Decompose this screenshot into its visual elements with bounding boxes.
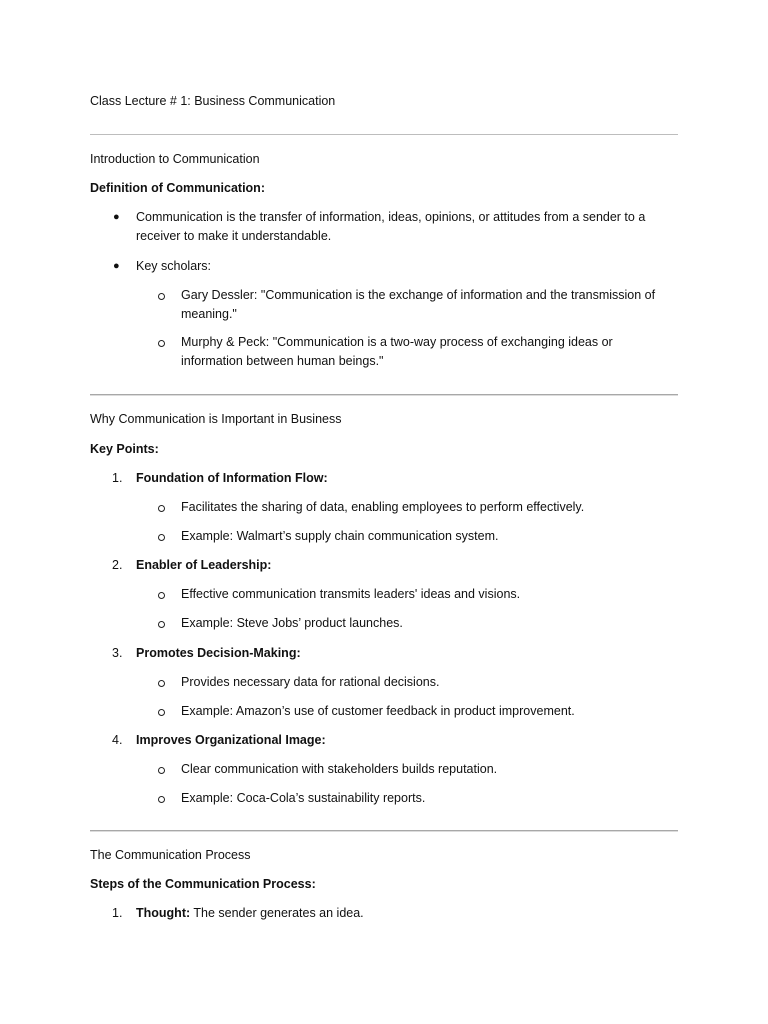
sub-bullet-text: Example: Walmart’s supply chain communication system. (181, 529, 499, 543)
bullet-text: Key scholars: (136, 259, 212, 273)
document-title: Class Lecture # 1: Business Communication (90, 94, 336, 108)
list-number: 4. (112, 733, 123, 747)
sub-bullet-text: Gary Dessler: "Communication is the exchange of information and the transmission of (181, 288, 656, 302)
list-item-label: Improves Organizational Image: (136, 733, 326, 747)
list-item-text: The sender generates an idea. (190, 906, 364, 920)
section-subheading: Steps of the Communication Process: (90, 877, 316, 891)
sub-bullet-text: Murphy & Peck: "Communication is a two-way process of exchanging ideas or (181, 335, 613, 349)
section-subheading: Key Points: (90, 442, 159, 456)
list-item (136, 905, 364, 922)
section-heading: Introduction to Communication (90, 152, 260, 166)
list-number: 2. (112, 558, 123, 572)
bullet-text: Communication is the transfer of information, ideas, opinions, or attitudes from a sender to a (136, 210, 646, 224)
list-item-label: Enabler of Leadership: (136, 558, 272, 572)
sub-bullet-text: Example: Amazon’s use of customer feedback in product improvement. (181, 704, 575, 718)
section-subheading: Definition of Communication: (90, 181, 265, 195)
list-item-label: Promotes Decision-Making: (136, 646, 301, 660)
circle-bullet-icon (158, 505, 165, 512)
bullet-icon: ● (113, 260, 120, 272)
circle-bullet-icon (158, 796, 165, 803)
section-heading: The Communication Process (90, 848, 251, 862)
sub-bullet-text: Example: Steve Jobs’ product launches. (181, 616, 403, 630)
sub-bullet-text: meaning." (181, 307, 237, 321)
sub-bullet-text: Clear communication with stakeholders builds reputation. (181, 762, 498, 776)
list-number: 3. (112, 646, 123, 660)
section-divider (90, 134, 678, 135)
circle-bullet-icon (158, 293, 165, 300)
section-divider (90, 394, 678, 396)
sub-bullet-text: Facilitates the sharing of data, enabling employees to perform effectively. (181, 500, 585, 514)
circle-bullet-icon (158, 340, 165, 347)
section-heading: Why Communication is Important in Business (90, 412, 342, 426)
list-item-label: Foundation of Information Flow: (136, 471, 328, 485)
bullet-text: receiver to make it understandable. (136, 229, 332, 243)
circle-bullet-icon (158, 709, 165, 716)
circle-bullet-icon (158, 592, 165, 599)
list-item-label: Thought: (136, 906, 191, 920)
bullet-icon: ● (113, 211, 120, 223)
circle-bullet-icon (158, 680, 165, 687)
section-divider (90, 830, 678, 832)
circle-bullet-icon (158, 534, 165, 541)
list-number: 1. (112, 906, 123, 920)
sub-bullet-text: information between human beings." (181, 354, 384, 368)
list-number: 1. (112, 471, 123, 485)
sub-bullet-text: Example: Coca-Cola’s sustainability reports. (181, 791, 426, 805)
sub-bullet-text: Provides necessary data for rational decisions. (181, 675, 440, 689)
circle-bullet-icon (158, 767, 165, 774)
circle-bullet-icon (158, 621, 165, 628)
sub-bullet-text: Effective communication transmits leaders' ideas and visions. (181, 587, 521, 601)
